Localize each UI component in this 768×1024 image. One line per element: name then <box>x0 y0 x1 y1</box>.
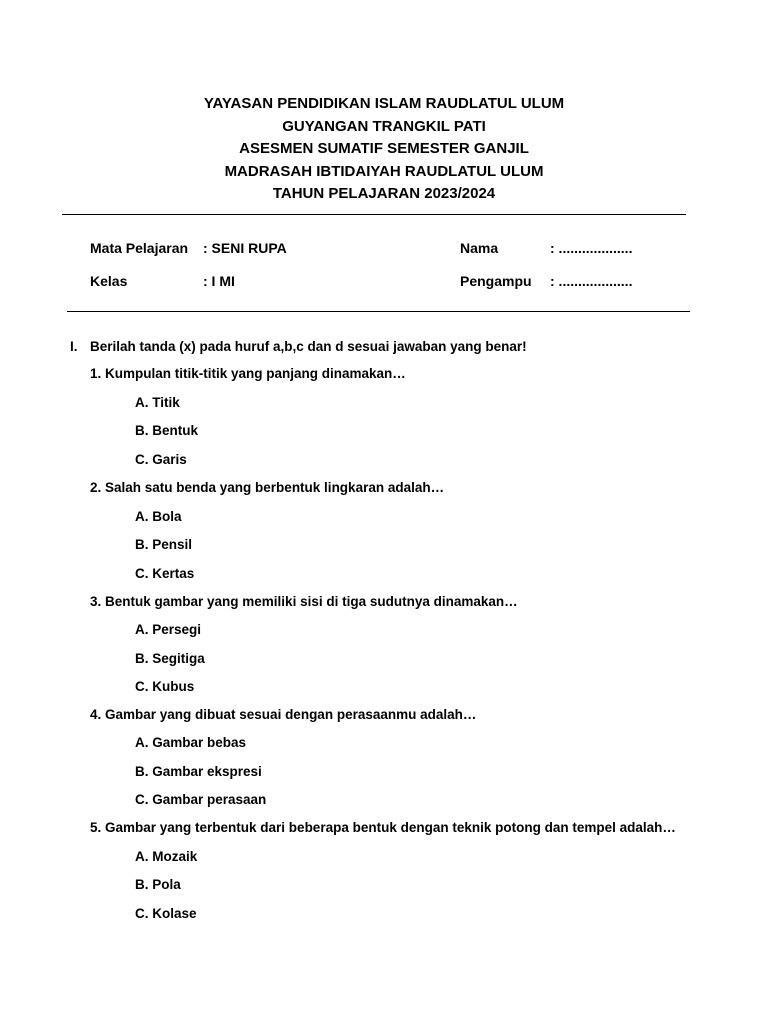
header-divider <box>62 214 686 215</box>
question-5-option-a: A. Mozaik <box>135 849 198 864</box>
subject-label: Mata Pelajaran <box>90 240 189 256</box>
class-label: Kelas <box>90 273 128 289</box>
subject-value: : SENI RUPA <box>203 240 287 256</box>
class-value: : I MI <box>203 273 235 289</box>
question-2-option-c: C. Kertas <box>135 566 195 581</box>
header-line-exam-title: ASESMEN SUMATIF SEMESTER GANJIL <box>239 140 529 157</box>
question-3-option-a: A. Persegi <box>135 622 202 637</box>
question-5-option-c: C. Kolase <box>135 906 197 921</box>
question-3-option-b: B. Segitiga <box>135 651 205 666</box>
question-4-option-c: C. Gambar perasaan <box>135 792 267 807</box>
question-2: 2. Salah satu benda yang berbentuk lingkaran adalah… <box>90 480 445 495</box>
question-1-option-c: C. Garis <box>135 452 187 467</box>
question-2-option-b: B. Pensil <box>135 537 193 552</box>
question-4-option-b: B. Gambar ekspresi <box>135 764 262 779</box>
info-row-subject <box>0 238 768 258</box>
info-divider <box>67 311 690 312</box>
header-line-school: MADRASAH IBTIDAIYAH RAUDLATUL ULUM <box>224 162 544 180</box>
question-2-option-a: A. Bola <box>135 509 182 524</box>
question-1-option-a: A. Titik <box>135 395 180 410</box>
question-4-option-a: A. Gambar bebas <box>135 735 247 750</box>
name-value: : ................... <box>550 240 633 256</box>
header-line-location: GUYANGAN TRANGKIL PATI <box>282 117 486 135</box>
instruction-text: Berilah tanda (x) pada huruf a,b,c dan d sesuai jawaban yang benar! <box>90 339 527 354</box>
question-4: 4. Gambar yang dibuat sesuai dengan perasaanmu adalah… <box>90 707 477 722</box>
section-number: I. <box>70 339 78 354</box>
info-row-class <box>0 271 768 291</box>
teacher-label: Pengampu <box>460 273 532 289</box>
question-5-option-b: B. Pola <box>135 877 181 892</box>
teacher-value: : ................... <box>550 273 633 289</box>
question-5: 5. Gambar yang terbentuk dari beberapa bentuk dengan teknik potong dan tempel adalah… <box>90 820 676 835</box>
question-1-option-b: B. Bentuk <box>135 423 199 438</box>
name-label: Nama <box>460 240 499 256</box>
question-3: 3. Bentuk gambar yang memiliki sisi di tiga sudutnya dinamakan… <box>90 594 518 609</box>
question-1: 1. Kumpulan titik-titik yang panjang dinamakan… <box>90 366 406 381</box>
question-3-option-c: C. Kubus <box>135 679 195 694</box>
header-line-foundation: YAYASAN PENDIDIKAN ISLAM RAUDLATUL ULUM <box>203 95 565 112</box>
header-line-school-year: TAHUN PELAJARAN 2023/2024 <box>272 185 496 202</box>
document-header <box>0 93 768 206</box>
